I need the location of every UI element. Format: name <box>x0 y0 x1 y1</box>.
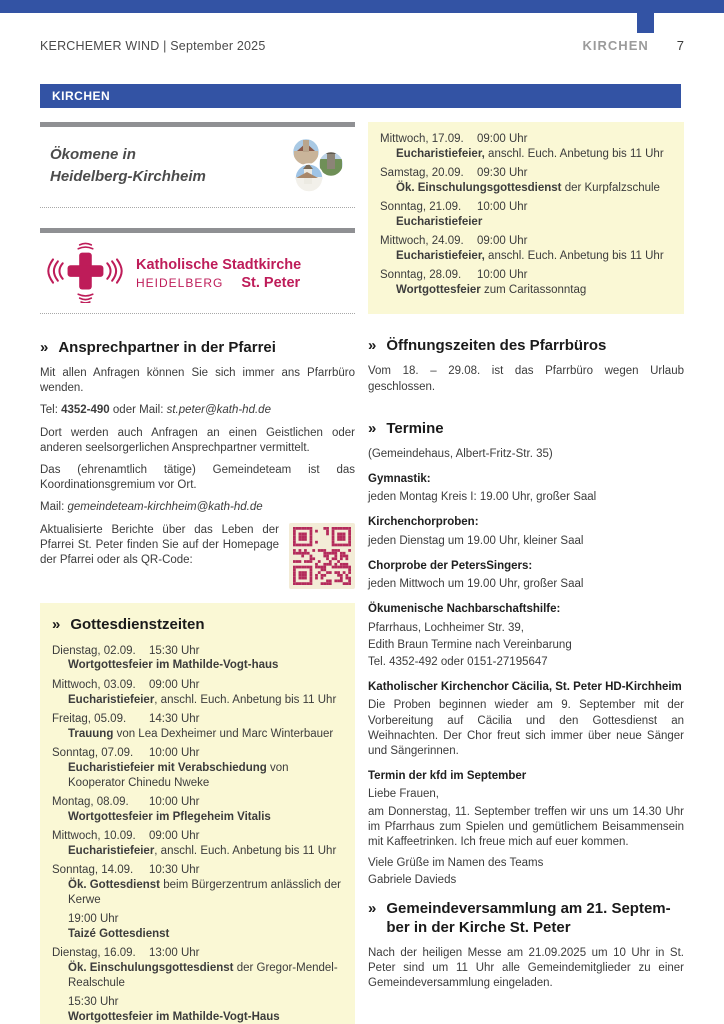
heading-marker: » <box>52 615 61 633</box>
paragraph-pfarrbuero: Mit allen Anfragen können Sie sich immer ans Pfarrbüro wenden. <box>40 367 355 395</box>
heading-oeffnungszeiten <box>368 336 684 355</box>
oekumene-banner <box>40 122 355 208</box>
top-accent-tab <box>637 0 654 33</box>
termine-block-label: Kirchenchorproben: <box>368 516 479 529</box>
schedule-date: Montag, 08.09. <box>52 795 129 808</box>
schedule-time: 14:30 Uhr <box>149 712 200 725</box>
schedule-description <box>380 181 672 196</box>
termine-block <box>368 559 684 592</box>
top-accent-strip <box>0 0 724 13</box>
paragraph-urlaub: Vom 18. – 29.08. ist das Pfarrbüro wegen Urlaub geschlossen. <box>368 365 684 393</box>
text-segment: anschl. Euch. Anbetung bis 11 Uhr <box>484 147 664 160</box>
schedule-description <box>52 727 343 742</box>
text-segment: Eucharistiefeier, <box>396 250 485 263</box>
schedule-description <box>52 810 343 825</box>
termine-subtitle: (Gemeindehaus, Albert-Fritz-Str. 35) <box>368 447 553 460</box>
schedule-entry <box>380 132 672 162</box>
left-column <box>40 122 355 1024</box>
schedule-entry <box>52 863 343 907</box>
gottesdienstzeiten-box <box>40 603 355 1024</box>
stadtkirche-wordmark <box>136 253 301 291</box>
schedule-date: Freitag, 05.09. <box>52 712 127 725</box>
heading-gemeindeversammlung <box>368 899 684 937</box>
text-segment: anschl. Euch. Anbetung bis 11 Uhr <box>484 250 664 263</box>
termine-block-label: Ökumenische Nachbarschaftshilfe: <box>368 603 561 616</box>
qr-section <box>40 523 355 589</box>
schedule-time: 10:00 Uhr <box>477 201 528 214</box>
text-segment: der Kurpfalzschule <box>561 181 660 194</box>
text-segment: Wortgottesfeier im Mathilde-Vogt-Haus <box>68 1010 280 1023</box>
schedule-entry <box>52 829 343 859</box>
text-segment: der Gregor-Mendel-Realschule <box>68 961 338 989</box>
heading-text: Termine <box>386 419 444 437</box>
termine-blocks <box>368 472 684 888</box>
paragraph-homepage: Aktualisierte Berichte über das Leben der Pfarrei St. Peter finden Sie auf der Homepage der Pfarrei oder als QR-Code: <box>40 523 279 567</box>
text-segment: Tel: <box>40 404 62 417</box>
issue-title: KERCHEMER WIND | September 2025 <box>40 39 266 53</box>
oekumene-title <box>50 144 206 189</box>
schedule-time: 09:00 Uhr <box>477 235 528 248</box>
paragraph-geistliche: Dort werden auch Anfragen an einen Geistlichen oder anderen seelsorgerlichen Ansprechpartner vermittelt. <box>40 426 355 454</box>
schedule-time: 10:00 Uhr <box>149 795 200 808</box>
page-number: 7 <box>676 38 684 53</box>
schedule-description <box>52 693 343 708</box>
schedule-time: 09:00 Uhr <box>477 133 528 145</box>
heading-ansprechpartner <box>40 338 355 357</box>
text-segment: 4352-490 <box>61 404 110 417</box>
heading-text: Gottesdienstzeiten <box>70 615 205 633</box>
schedule-time: 10:30 Uhr <box>149 863 200 876</box>
schedule-entry <box>52 995 343 1024</box>
schedule-date: Mittwoch, 10.09. <box>52 829 136 842</box>
schedule-date: Dienstag, 16.09. <box>52 946 136 959</box>
heading-text: Ansprechpartner in der Pfarrei <box>58 339 276 356</box>
stadtkirche-banner <box>40 228 355 314</box>
termine-line: jeden Dienstag um 19.00 Uhr, kleiner Saal <box>368 534 584 547</box>
section-bar <box>40 84 681 108</box>
schedule-entry <box>380 166 672 196</box>
schedule-time: 09:00 Uhr <box>149 829 200 842</box>
text-segment: Trauung <box>68 727 114 740</box>
schedule-date: Sonntag, 07.09. <box>52 746 134 759</box>
termine-line: Liebe Frauen, <box>368 788 439 801</box>
schedule-time: 09:00 Uhr <box>149 678 200 691</box>
schedule-entry <box>52 712 343 742</box>
schedule-box-right <box>368 122 684 314</box>
schedule-date: Sonntag, 28.09. <box>380 269 462 282</box>
schedule-description <box>52 927 343 942</box>
schedule-time: 13:00 Uhr <box>149 946 200 959</box>
termine-line: Edith Braun Termine nach Vereinbarung <box>368 638 572 651</box>
paragraph-gemeindeteam-mail <box>40 500 355 515</box>
schedule-entry <box>380 268 672 298</box>
stadtkirche-name: Katholische Stadtkirche <box>136 257 302 273</box>
stadtkirche-city: HEIDELBERG <box>136 276 224 290</box>
schedule-description <box>52 878 343 908</box>
church-photos-icon <box>283 137 349 195</box>
schedule-entry <box>52 795 343 825</box>
text-segment: beim Bürgerzentrum anlässlich der Kerwe <box>68 878 341 906</box>
termine-paragraph: am Donnerstag, 11. September treffen wir uns um 14.30 Uhr im Pfarrhaus zum Spielen und gemütlichem Beisammensein mit Kaffeetrinken. Ich freue mich auf euer kommen. <box>368 805 684 848</box>
schedule-time: 09:30 Uhr <box>477 167 528 180</box>
text-segment: Eucharistiefeier mit Verabschiedung <box>68 761 267 774</box>
heading-marker: » <box>368 337 377 355</box>
schedule-entry <box>52 946 343 990</box>
schedule-description <box>52 761 343 791</box>
schedule-entry <box>380 234 672 264</box>
schedule-date: Mittwoch, 24.09. <box>380 235 464 248</box>
section-bar-label: KIRCHEN <box>52 89 111 103</box>
schedule-date: Sonntag, 14.09. <box>52 863 134 876</box>
termine-paragraph: Die Proben beginnen wieder am 9. September mit der Vorbereitung auf Cäcilia und den Gottesdienst an Weihnachten. Der Chor freut sich immer über neue Sänger und Sängerinnen. <box>368 699 684 757</box>
qr-code <box>289 523 355 589</box>
schedule-time: 10:00 Uhr <box>149 746 200 759</box>
termine-block-label: Katholischer Kirchenchor Cäcilia, St. Peter HD-Kirchheim <box>368 681 682 694</box>
schedule-date: Dienstag, 02.09. <box>52 644 136 657</box>
schedule-description <box>52 961 343 991</box>
text-segment: gemeindeteam-kirchheim@kath-hd.de <box>67 501 263 514</box>
text-segment: Eucharistiefeier <box>68 693 155 706</box>
paragraph-tel-mail <box>40 403 355 418</box>
schedule-entry <box>380 200 672 230</box>
heading-marker: » <box>368 419 377 437</box>
heading-text <box>386 899 670 937</box>
schedule-entry <box>52 746 343 790</box>
schedule-list-right <box>380 132 672 298</box>
text-segment: zum Caritassonntag <box>480 284 587 297</box>
text-segment: Eucharistiefeier <box>396 215 483 228</box>
schedule-date: Sonntag, 21.09. <box>380 201 462 214</box>
text-segment: Taizé Gottesdienst <box>68 927 170 940</box>
heading-gottesdienstzeiten <box>52 615 343 634</box>
schedule-description <box>52 1010 343 1024</box>
termine-line: jeden Mittwoch um 19.00 Uhr, großer Saal <box>368 578 584 591</box>
text-segment: Eucharistiefeier <box>68 844 155 857</box>
heading-marker: » <box>368 899 377 917</box>
heading-line: ber in der Kirche St. Peter <box>386 918 571 936</box>
schedule-description <box>380 147 672 162</box>
stadtkirche-parish: St. Peter <box>241 275 301 291</box>
termine-block-label: Chorprobe der PetersSingers: <box>368 559 533 572</box>
paragraph-gemeindeteam: Das (ehrenamtlich tätige) Gemeindeteam ist das Koordinationsgremium vor Ort. <box>40 464 355 492</box>
termine-line: Pfarrhaus, Lochheimer Str. 39, <box>368 621 524 634</box>
text-segment: Wortgottesfeier im Mathilde-Vogt-haus <box>68 659 279 672</box>
right-column <box>368 122 684 998</box>
termine-block <box>368 769 684 888</box>
termine-block <box>368 515 684 548</box>
schedule-description <box>380 283 672 298</box>
termine-line: Viele Grüße im Namen des Teams <box>368 857 544 870</box>
schedule-date: Mittwoch, 17.09. <box>380 133 464 145</box>
text-segment: Ök. Gottesdienst <box>68 878 161 891</box>
text-segment: Wortgottesfeier im Pflegeheim Vitalis <box>68 810 271 823</box>
schedule-entry <box>52 678 343 708</box>
oekumene-title-line1: Ökomene in <box>50 145 136 163</box>
termine-line: Tel. 4352-492 oder 0151-27195647 <box>368 655 548 668</box>
schedule-time: 15:30 Uhr <box>68 995 119 1008</box>
termine-block-label: Termin der kfd im September <box>368 770 527 783</box>
schedule-entry <box>52 644 343 674</box>
schedule-description <box>52 658 343 673</box>
text-segment: st.peter@kath-hd.de <box>166 404 271 417</box>
heading-marker: » <box>40 339 49 356</box>
schedule-entry <box>52 912 343 942</box>
termine-block <box>368 680 684 759</box>
text-segment: von Lea Dexheimer und Marc Winterbauer <box>113 727 334 740</box>
schedule-time: 19:00 Uhr <box>68 912 119 925</box>
oekumene-title-line2: Heidelberg-Kirchheim <box>50 168 206 185</box>
cross-soundwave-logo-icon <box>44 241 126 303</box>
termine-line: Gabriele Davieds <box>368 874 457 887</box>
schedule-description <box>380 249 672 264</box>
schedule-time: 15:30 Uhr <box>149 644 200 657</box>
termine-block <box>368 472 684 505</box>
schedule-description <box>380 215 672 230</box>
schedule-time: 10:00 Uhr <box>477 269 528 282</box>
header-right <box>583 38 684 53</box>
schedule-date: Samstag, 20.09. <box>380 167 464 180</box>
page-header <box>40 38 684 53</box>
paragraph-gemeindeversammlung: Nach der heiligen Messe am 21.09.2025 um 10 Uhr in St. Peter sind um 11 Uhr alle Gemeindemitglieder zu einer Gemeindeversammlung eingeladen. <box>368 946 684 989</box>
text-segment: Ök. Einschulungsgottesdienst <box>396 181 562 194</box>
text-segment: , anschl. Euch. Anbetung bis 11 Uhr <box>154 844 337 857</box>
schedule-description <box>52 844 343 859</box>
text-segment: Mail: <box>40 501 68 514</box>
termine-block-label: Gymnastik: <box>368 473 431 486</box>
header-section-label: KIRCHEN <box>582 38 649 53</box>
heading-text: Öffnungszeiten des Pfarrbüros <box>386 337 607 355</box>
qr-code-icon <box>293 527 351 585</box>
schedule-date: Mittwoch, 03.09. <box>52 678 136 691</box>
text-segment: , anschl. Euch. Anbetung bis 11 Uhr <box>154 693 337 706</box>
heading-termine <box>368 419 684 438</box>
text-segment: Ök. Einschulungsgottesdienst <box>68 961 234 974</box>
text-segment: Wortgottesfeier <box>396 284 481 297</box>
termine-block <box>368 602 684 670</box>
text-segment: Eucharistiefeier, <box>396 147 485 160</box>
text-segment: von Kooperator Chinedu Nweke <box>68 761 289 789</box>
termine-line: jeden Montag Kreis I: 19.00 Uhr, großer Saal <box>368 491 597 504</box>
heading-line: Gemeindeversammlung am 21. Septem- <box>386 899 671 917</box>
text-segment: oder Mail: <box>109 404 167 417</box>
schedule-list-left <box>52 644 343 1024</box>
